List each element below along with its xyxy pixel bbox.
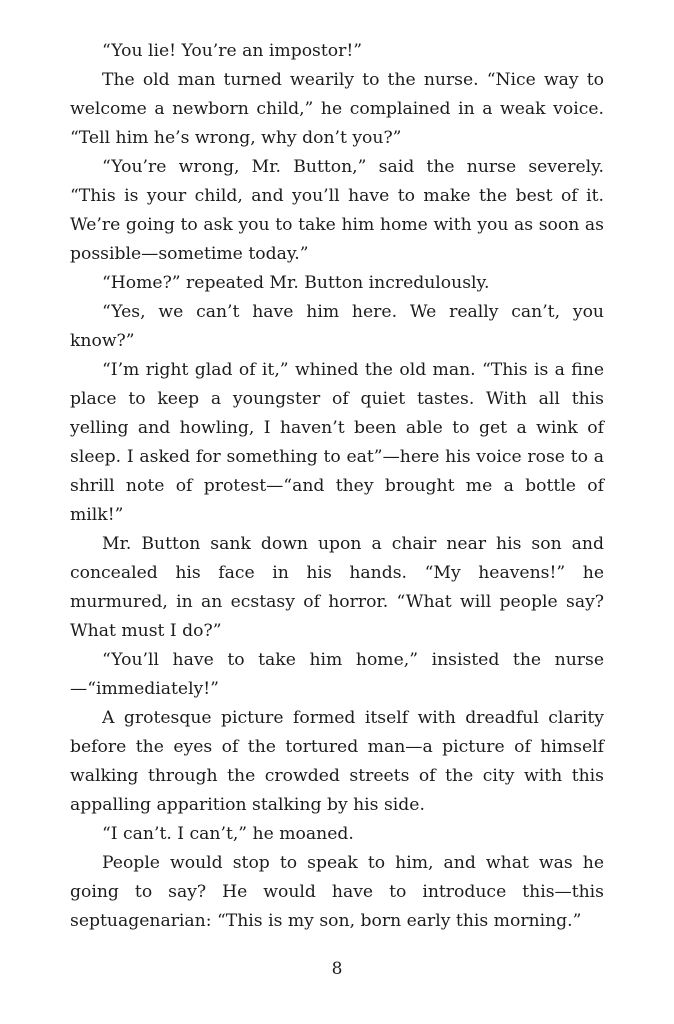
paragraph: Mr. Button sank down upon a chair near his son and concealed his face in his hands. “My heavens!” he murmured, in an ecstasy of horror. “What will people say? What must I do?” bbox=[70, 534, 604, 641]
paragraph: “Yes, we can’t have him here. We really can’t, you know?” bbox=[70, 302, 604, 351]
paragraph: “You’re wrong, Mr. Button,” said the nurse severely. “This is your child, and you’ll have to make the best of it. We’re going to ask you to take him home with you as soon as possible—sometime today.” bbox=[70, 157, 604, 264]
page-number: 8 bbox=[331, 959, 343, 979]
paragraph: “Home?” repeated Mr. Button incredulously. bbox=[102, 273, 490, 293]
paragraph: “You’ll have to take him home,” insisted the nurse—“immediately!” bbox=[70, 650, 604, 699]
paragraph: “You lie! You’re an impostor!” bbox=[102, 41, 363, 61]
page-body bbox=[70, 37, 604, 936]
paragraph: “I’m right glad of it,” whined the old man. “This is a fine place to keep a youngster of quiet tastes. With all this yelling and howling, I haven’t been able to get a wink of sleep. I asked for something to eat”—here his voice rose to a shrill note of protest—“and they brought me a bottle of milk!” bbox=[70, 360, 604, 525]
paragraph: People would stop to speak to him, and what was he going to say? He would have to introduce this—this septuagenarian: “This is my son, born early this morning.” bbox=[70, 853, 604, 931]
paragraph: A grotesque picture formed itself with dreadful clarity before the eyes of the tortured man—a picture of himself walking through the crowded streets of the city with this appalling apparition stalking by his side. bbox=[70, 708, 604, 815]
paragraph: The old man turned wearily to the nurse. “Nice way to welcome a newborn child,” he complained in a weak voice. “Tell him he’s wrong, why don’t you?” bbox=[70, 70, 604, 148]
paragraph: “I can’t. I can’t,” he moaned. bbox=[102, 824, 354, 844]
